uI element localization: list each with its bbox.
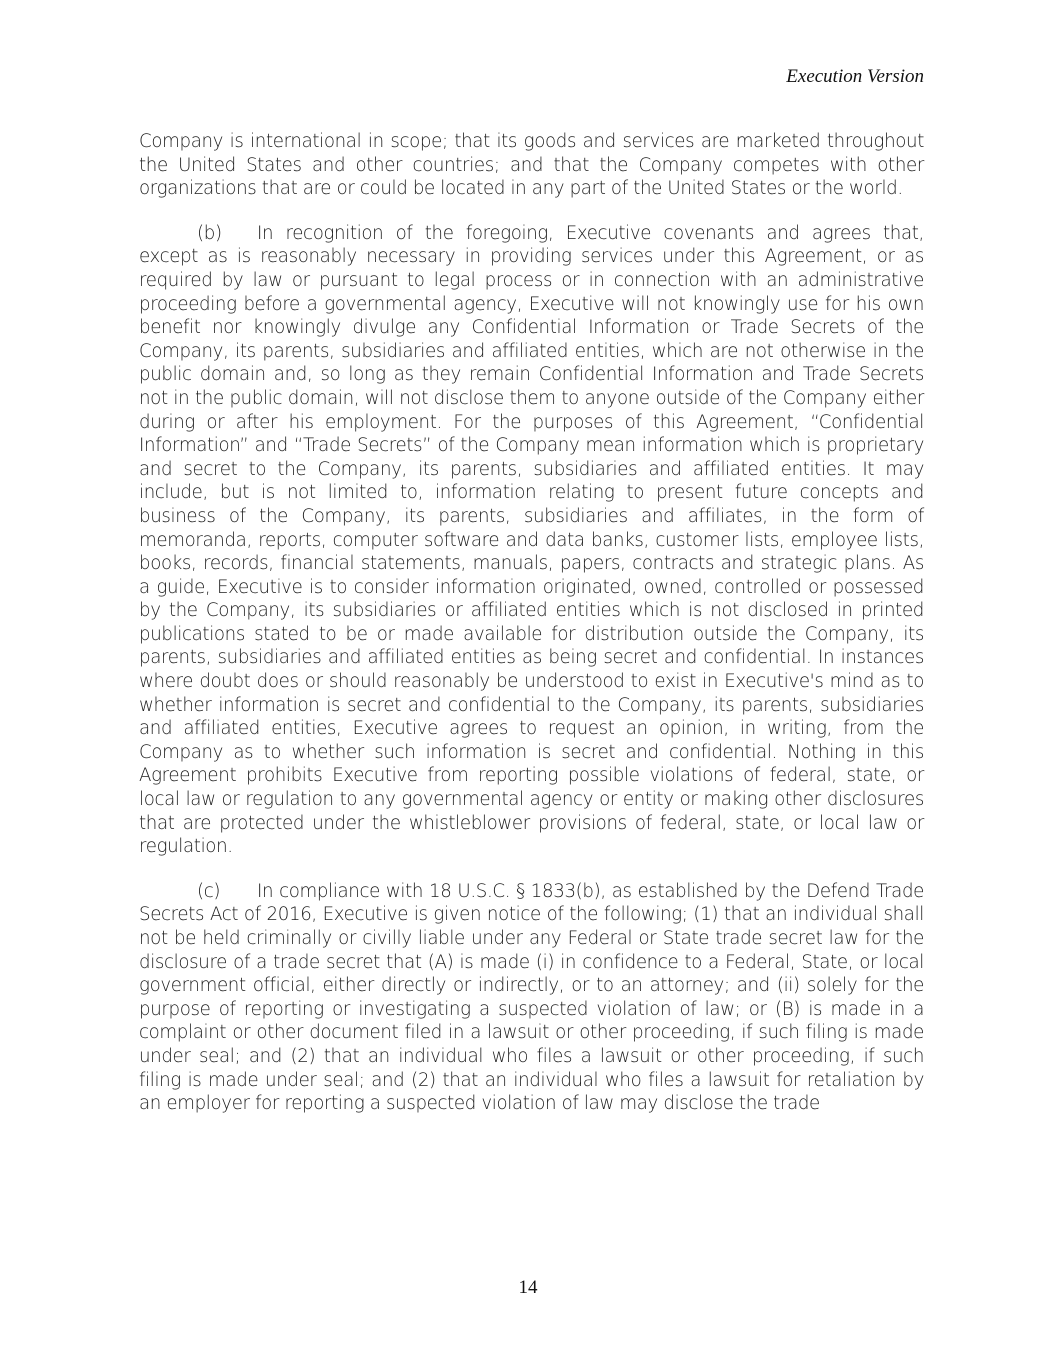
execution-version-label: Execution Version xyxy=(786,66,924,87)
paragraph-marker: (b) xyxy=(197,222,222,244)
paragraph-continuation xyxy=(139,130,924,201)
page-number: 14 xyxy=(518,1277,538,1298)
paragraph-text: Company is international in scope; that its goods and services are marketed throughout the United States and other countries; and that the Company competes with other organizations that are or could be located in any part of the United States or the world. xyxy=(139,131,924,200)
paragraph-text: In recognition of the foregoing, Executive covenants and agrees that, except as is reasonably necessary in providing services under this Agreement, or as required by law or pursuant to legal process or in connection with an administrative proceeding before a governmental agency, Executive will not knowingly use for his own benefit nor knowingly divulge any Confidential Information or Trade Secrets of the Company, its parents, subsidiaries and affiliated entities, which are not otherwise in the public domain and, so long as they remain Confidential Information and Trade Secrets not in the public domain, will not disclose them to anyone outside of the Company either during or after his employment. For the purposes of this Agreement, “Confidential Information” and “Trade Secrets” of the Company mean information which is proprietary and secret to the Company, its parents, subsidiaries and affiliated entities. It may include, but is not limited to, information relating to present future concepts and business of the Company, its parents, subsidiaries and affiliates, in the form of memoranda, reports, computer software and data banks, customer lists, employee lists, books, records, financial statements, manuals, papers, contracts and strategic plans. As a guide, Executive is to consider information originated, owned, controlled or possessed by the Company, its subsidiaries or affiliated entities which is not disclosed in printed publications stated to be or made available for distribution outside the Company, its parents, subsidiaries and affiliated entities as being secret and confidential. In instances where doubt does or should reasonably be understood to exist in Executive's mind as to whether information is secret and confidential to the Company, its parents, subsidiaries and affiliated entities, Executive agrees to request an opinion, in writing, from the Company as to whether such information is secret and confidential. Nothing in this Agreement prohibits Executive from reporting possible violations of federal, state, or local law or regulation to any governmental agency or entity or making other disclosures that are protected under the whistleblower provisions of federal, state, or local law or regulation. xyxy=(139,222,924,858)
paragraph-text: In compliance with 18 U.S.C. § 1833(b), as established by the Defend Trade Secrets Act of 2016, Executive is given notice of the following; (1) that an individual shall not be held criminally or civilly liable under any Federal or State trade secret law for the disclosure of a trade secret that (A) is made (i) in confidence to a Federal, State, or local government official, either directly or indirectly, or to an attorney; and (ii) solely for the purpose of reporting or investigating a suspected violation of law; or (B) is made in a complaint or other document filed in a lawsuit or other proceeding, if such filing is made under seal; and (2) that an individual who files a lawsuit or other proceeding, if such filing is made under seal; and (2) that an individual who files a lawsuit for retaliation by an employer for reporting a suspected violation of law may disclose the trade xyxy=(139,880,924,1115)
paragraph-b xyxy=(139,222,924,859)
document-body xyxy=(139,130,924,1137)
paragraph-c xyxy=(139,880,924,1116)
paragraph-marker: (c) xyxy=(197,880,221,902)
